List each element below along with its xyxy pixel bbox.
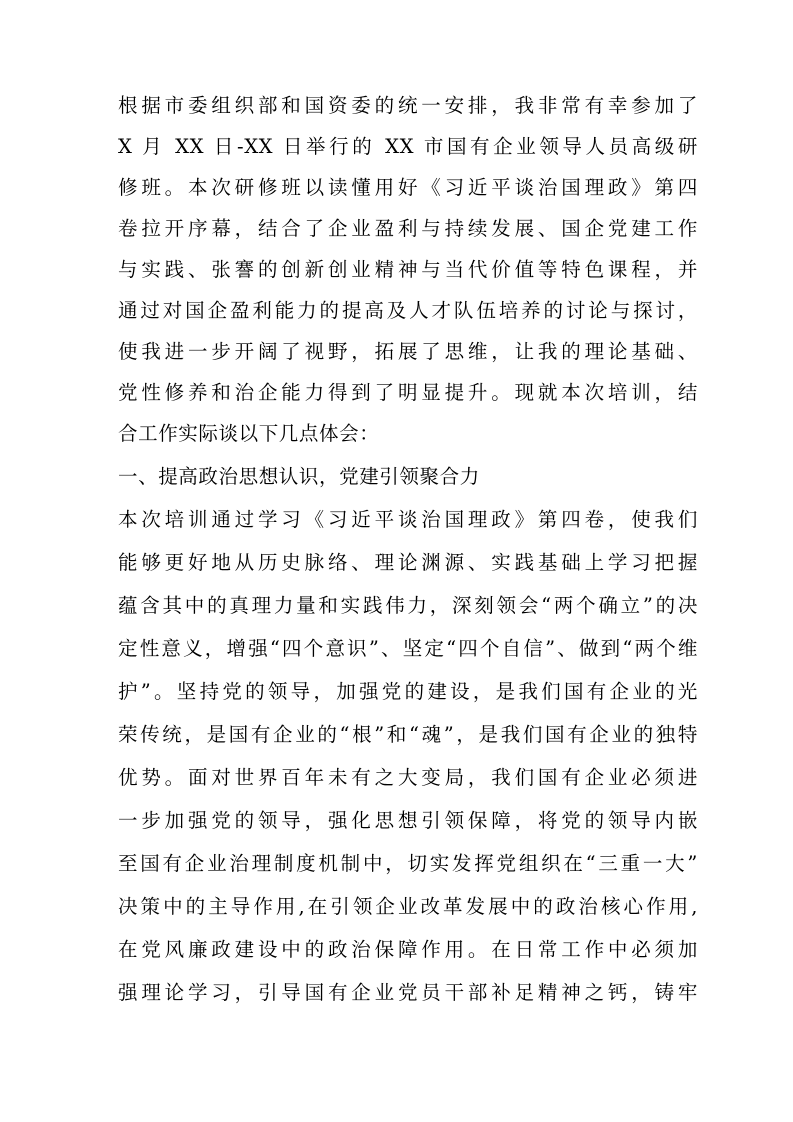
text-line-21: 在党风廉政建设中的政治保障作用。在日常工作中必须加 <box>118 938 698 961</box>
text-line-11: 本次培训通过学习《习近平谈治国理政》第四卷，使我们 <box>118 508 698 531</box>
text-line-12: 能够更好地从历史脉络、理论渊源、实践基础上学习把握 <box>118 551 698 574</box>
text-line-4: 卷拉开序幕，结合了企业盈利与持续发展、国企党建工作 <box>118 217 698 240</box>
text-line-1: 根据市委组织部和国资委的统一安排，我非常有幸参加了 <box>118 94 698 117</box>
text-line-19: 至国有企业治理制度机制中，切实发挥党组织在“三重一大” <box>118 852 698 875</box>
text-line-15: 护”。坚持党的领导，加强党的建设，是我们国有企业的光 <box>118 680 698 703</box>
text-line-17: 优势。面对世界百年未有之大变局，我们国有企业必须进 <box>118 766 698 789</box>
text-line-2: X 月 XX 日-XX 日举行的 XX 市国有企业领导人员高级研 <box>118 135 698 158</box>
section-heading: 一、提高政治思想认识，党建引领聚合力 <box>118 465 480 488</box>
text-line-5: 与实践、张謇的创新创业精神与当代价值等特色课程，并 <box>118 258 698 281</box>
text-line-14: 定性意义，增强“四个意识”、坚定“四个自信”、做到“两个维 <box>118 637 698 660</box>
text-line-6: 通过对国企盈利能力的提高及人才队伍培养的讨论与探讨， <box>118 299 698 322</box>
text-line-20: 决策中的主导作用,在引领企业改革发展中的政治核心作用, <box>118 895 698 918</box>
text-line-18: 一步加强党的领导，强化思想引领保障，将党的领导内嵌 <box>118 809 698 832</box>
text-line-16: 荣传统，是国有企业的“根”和“魂”，是我们国有企业的独特 <box>118 723 698 746</box>
text-line-22: 强理论学习，引导国有企业党员干部补足精神之钙，铸牢 <box>118 981 698 1004</box>
text-line-9: 合工作实际谈以下几点体会： <box>118 422 380 445</box>
text-line-3: 修班。本次研修班以读懂用好《习近平谈治国理政》第四 <box>118 176 698 199</box>
text-line-7: 使我进一步开阔了视野，拓展了思维，让我的理论基础、 <box>118 340 698 363</box>
text-line-8: 党性修养和治企能力得到了明显提升。现就本次培训，结 <box>118 381 698 404</box>
text-line-13: 蕴含其中的真理力量和实践伟力，深刻领会“两个确立”的决 <box>118 594 698 617</box>
